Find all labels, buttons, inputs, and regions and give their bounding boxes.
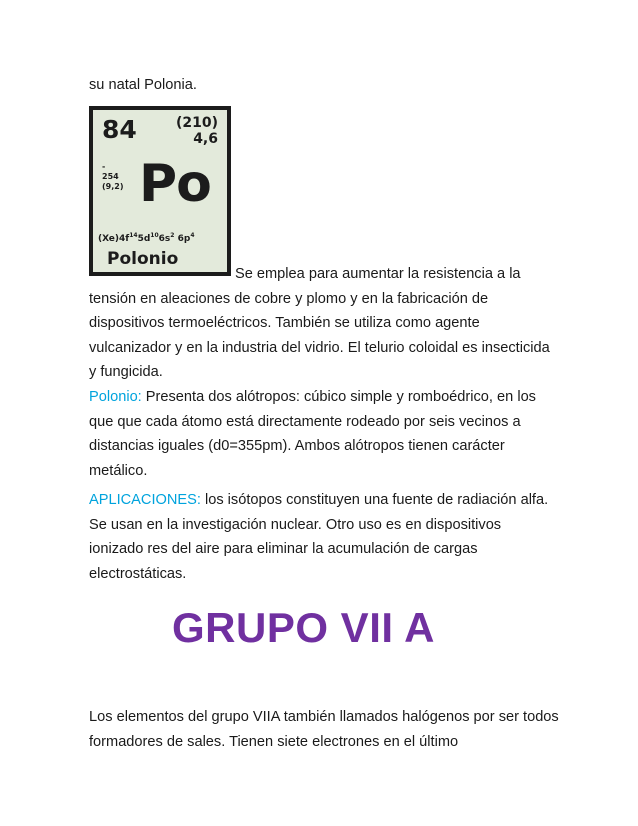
atomic-mass: (210) — [175, 115, 218, 131]
aplicaciones-paragraph — [89, 488, 559, 586]
usage-paragraph: Se emplea para aumentar la resistencia a la tensión en aleaciones de cobre y plomo y en la fabricación de dispositivos termoeléctricos. También se utiliza como agente vulcanizador y en la industria del vidrio. El telurio coloidal es insecticida y fungicida. — [89, 266, 550, 380]
aplicaciones-text: los isótopos constituyen una fuente de radiación alfa. Se usan en la investigación nuclear. Otro uso es en dispositivos ionizado res del aire para eliminar la acumulación de cargas electrostáticas. — [89, 492, 549, 582]
config-sup: 4 — [190, 232, 195, 239]
aplicaciones-label: APLICACIONES: — [89, 492, 201, 508]
polonio-paragraph — [89, 385, 559, 483]
section-heading: GRUPO VII A — [172, 604, 435, 651]
oxidation-states — [102, 162, 123, 192]
polonio-label: Polonio: — [89, 389, 142, 405]
oxidation-line: - — [102, 162, 106, 171]
config-part: 6p — [174, 234, 191, 244]
config-sup: 2 — [170, 232, 175, 239]
atomic-number: 84 — [102, 115, 137, 144]
element-tile-body — [93, 110, 227, 272]
config-part: 5d — [137, 234, 151, 244]
electronegativity: 4,6 — [193, 131, 218, 147]
intro-line: su natal Polonia. — [89, 77, 197, 93]
grupo-paragraph: Los elementos del grupo VIIA también llamados halógenos por ser todos formadores de sales. Tienen siete electrones en el último — [89, 709, 559, 750]
atomic-mass-block — [176, 115, 218, 147]
polonium-element-tile — [89, 106, 231, 276]
oxidation-line: 254 — [102, 172, 119, 181]
config-part: 6s — [158, 234, 171, 244]
element-name: Polonio — [107, 249, 179, 269]
polonio-text: Presenta dos alótropos: cúbico simple y romboédrico, en los que que cada átomo está directamente rodeado por seis vecinos a distancias iguales (d0=355pm). Ambos alótropos tienen carácter metálico. — [89, 389, 536, 479]
config-sup: 10 — [150, 232, 159, 239]
config-sup: 14 — [129, 232, 138, 239]
electron-configuration — [98, 232, 195, 244]
element-symbol: Po — [139, 154, 211, 214]
config-part: (Xe)4f — [98, 234, 130, 244]
oxidation-line: (9,2) — [102, 182, 124, 191]
